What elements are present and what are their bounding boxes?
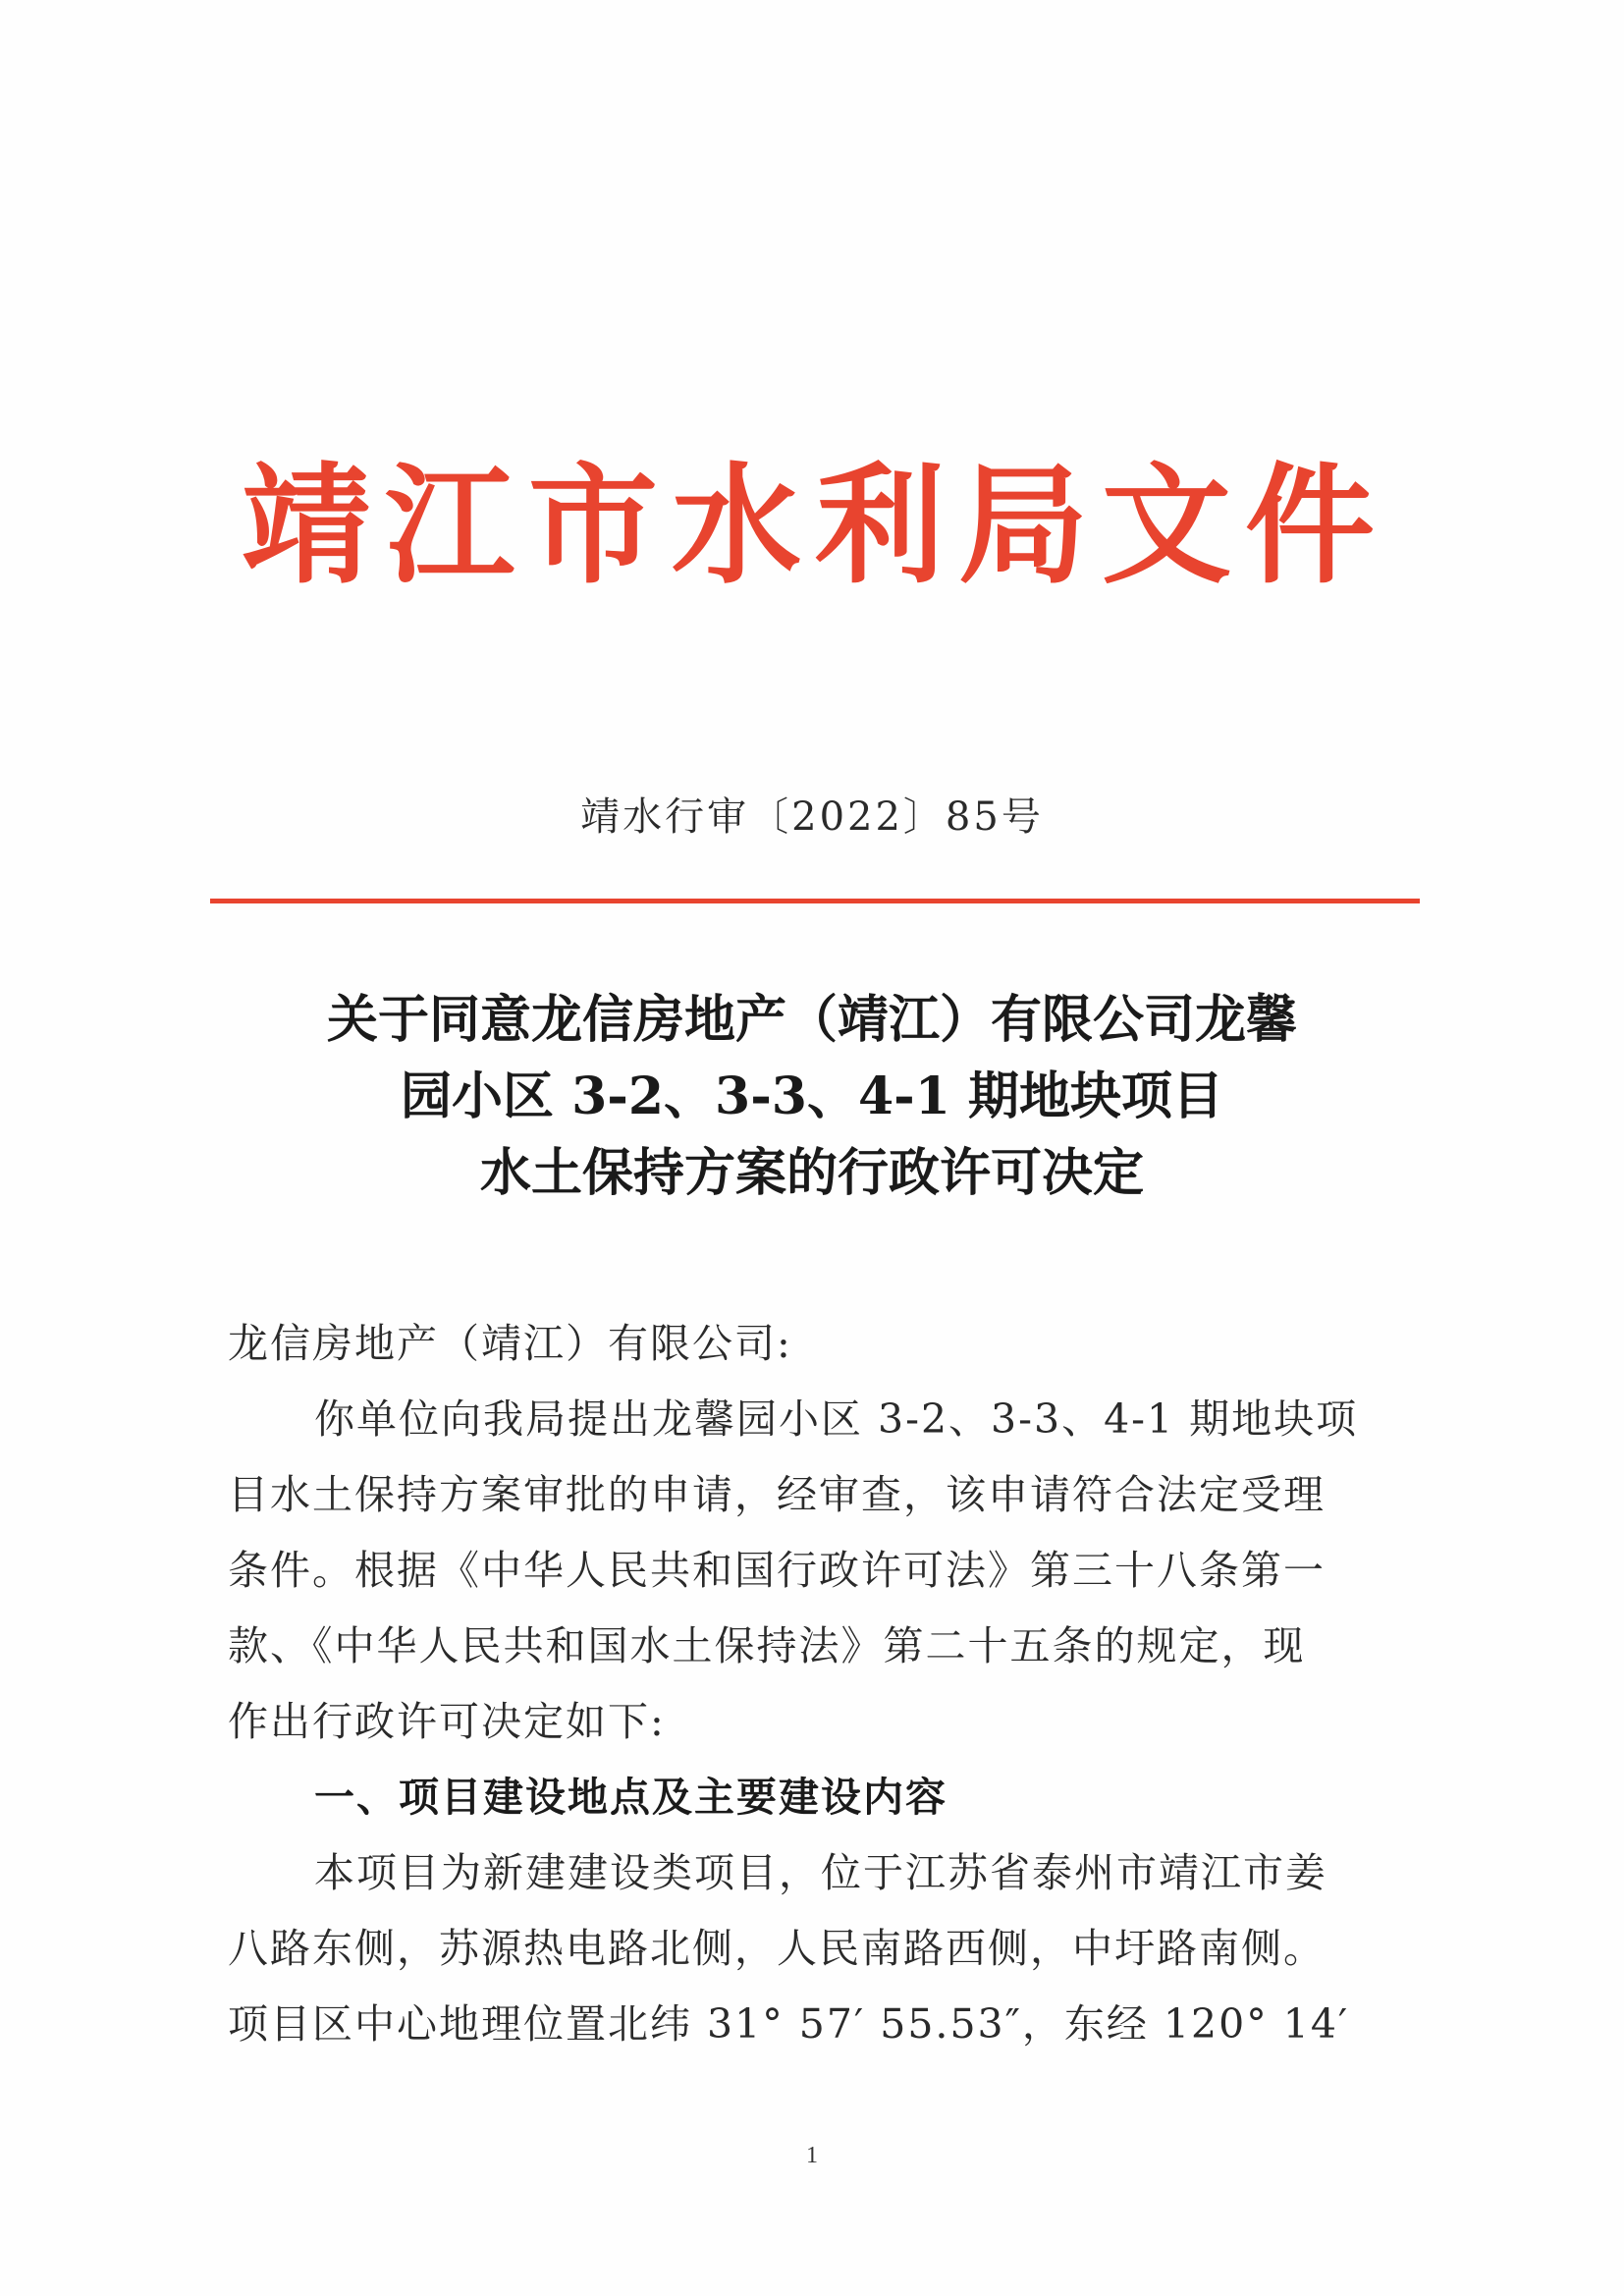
paragraph-line: 作出行政许可决定如下: xyxy=(228,1698,666,1745)
paragraph-line: 项目区中心地理位置北纬 31° 57′ 55.53″，东经 120° 14′ xyxy=(228,2000,1350,2048)
addressee: 龙信房地产（靖江）有限公司: xyxy=(228,1320,792,1367)
paragraph-line: 条件。根据《中华人民共和国行政许可法》第三十八条第一 xyxy=(228,1547,1326,1594)
document-body xyxy=(228,1306,1367,2062)
title-line-3: 水土保持方案的行政许可决定 xyxy=(479,1143,1144,1203)
title-line-2: 园小区 3-2、3-3、4-1 期地块项目 xyxy=(400,1066,1224,1126)
page-number: 1 xyxy=(806,2143,818,2168)
paragraph-line: 款、《中华人民共和国水土保持法》第二十五条的规定，现 xyxy=(228,1622,1306,1669)
document-number: 靖水行审〔2022〕85号 xyxy=(580,794,1044,840)
section-heading: 一、项目建设地点及主要建设内容 xyxy=(314,1774,947,1821)
paragraph-line: 目水土保持方案审批的申请，经审查，该申请符合法定受理 xyxy=(228,1471,1326,1518)
paragraph-line: 你单位向我局提出龙馨园小区 3-2、3-3、4-1 期地块项 xyxy=(314,1395,1359,1443)
red-divider-line xyxy=(210,899,1420,903)
paragraph-line: 本项目为新建建设类项目，位于江苏省泰州市靖江市姜 xyxy=(314,1849,1327,1896)
title-line-1: 关于同意龙信房地产（靖江）有限公司龙馨 xyxy=(326,990,1297,1050)
paragraph-line: 八路东侧，苏源热电路北侧，人民南路西侧，中圩路南侧。 xyxy=(228,1925,1326,1972)
document-title xyxy=(177,982,1447,1212)
masthead-title: 靖江市水利局文件 xyxy=(242,450,1388,602)
